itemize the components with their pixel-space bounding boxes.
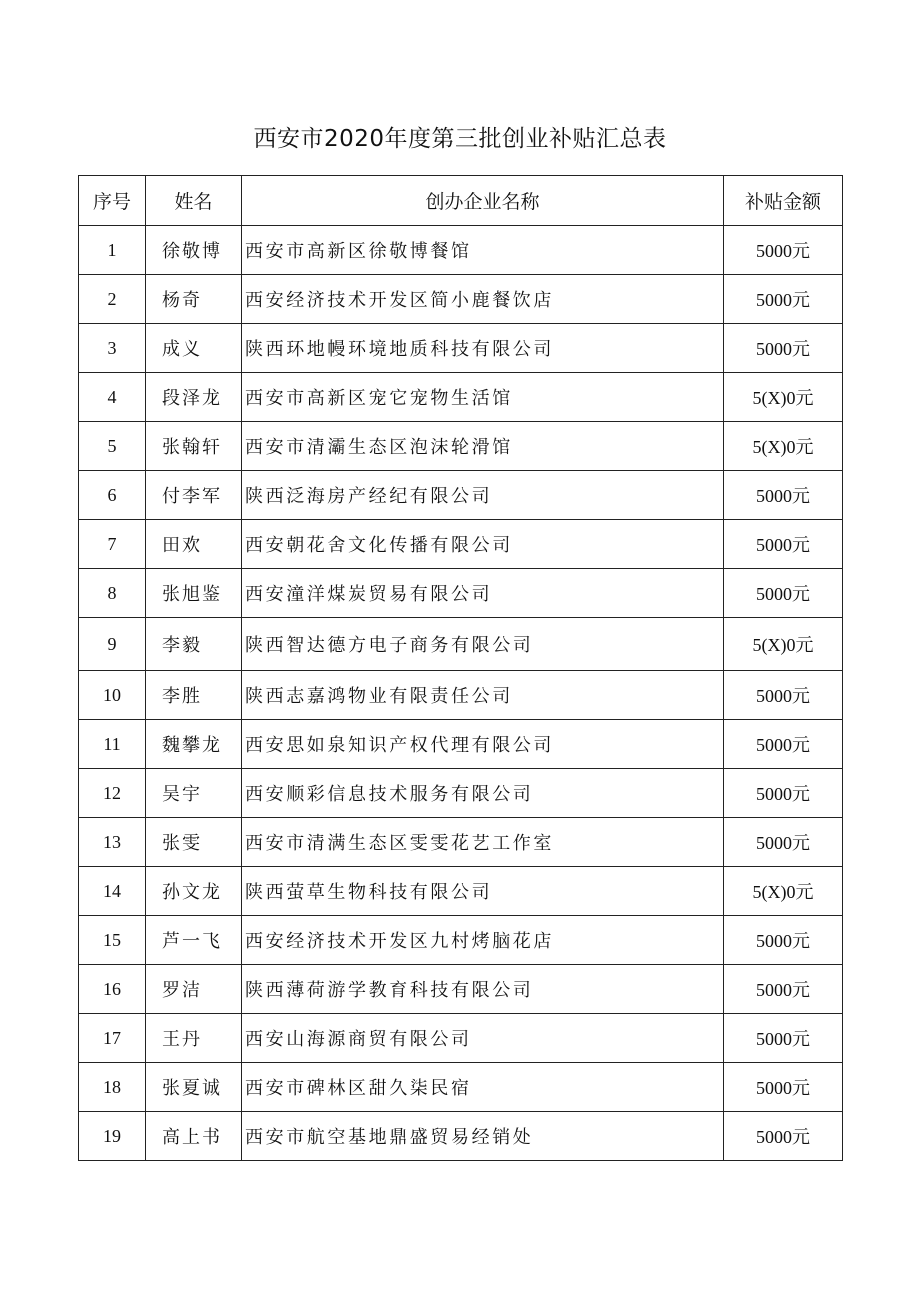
cell-company: 西安朝花舍文化传播有限公司 (242, 520, 724, 569)
header-name: 姓名 (146, 176, 242, 226)
cell-seq: 7 (79, 520, 146, 569)
cell-name: 高上书 (146, 1112, 242, 1161)
cell-name: 张雯 (146, 818, 242, 867)
table-row (79, 916, 843, 965)
cell-company: 西安思如泉知识产权代理有限公司 (242, 720, 724, 769)
header-amount: 补贴金额 (724, 176, 843, 226)
cell-seq: 15 (79, 916, 146, 965)
cell-company: 陕西萤草生物科技有限公司 (242, 867, 724, 916)
cell-amount: 5000元 (724, 818, 843, 867)
cell-seq: 19 (79, 1112, 146, 1161)
cell-seq: 11 (79, 720, 146, 769)
header-seq: 序号 (79, 176, 146, 226)
cell-name: 芦一飞 (146, 916, 242, 965)
cell-seq: 12 (79, 769, 146, 818)
cell-name: 孙文龙 (146, 867, 242, 916)
table-row (79, 373, 843, 422)
cell-amount: 5000元 (724, 965, 843, 1014)
cell-amount: 5000元 (724, 520, 843, 569)
cell-seq: 4 (79, 373, 146, 422)
table-row (79, 275, 843, 324)
cell-seq: 17 (79, 1014, 146, 1063)
cell-company: 陕西环地幔环境地质科技有限公司 (242, 324, 724, 373)
cell-name: 李毅 (146, 618, 242, 671)
cell-seq: 1 (79, 226, 146, 275)
subsidy-summary-table (78, 175, 843, 1161)
cell-company: 西安市清满生态区雯雯花艺工作室 (242, 818, 724, 867)
cell-seq: 3 (79, 324, 146, 373)
cell-name: 田欢 (146, 520, 242, 569)
cell-company: 西安市高新区宠它宠物生活馆 (242, 373, 724, 422)
cell-name: 张翰轩 (146, 422, 242, 471)
cell-seq: 5 (79, 422, 146, 471)
cell-amount: 5(X)0元 (724, 422, 843, 471)
cell-name: 杨奇 (146, 275, 242, 324)
table-row (79, 226, 843, 275)
page-title: 西安市2020年度第三批创业补贴汇总表 (253, 126, 667, 152)
cell-seq: 16 (79, 965, 146, 1014)
cell-company: 西安市高新区徐敬博餐馆 (242, 226, 724, 275)
cell-seq: 18 (79, 1063, 146, 1112)
cell-name: 罗洁 (146, 965, 242, 1014)
cell-amount: 5000元 (724, 916, 843, 965)
cell-company: 西安山海源商贸有限公司 (242, 1014, 724, 1063)
table-row (79, 720, 843, 769)
table-row (79, 671, 843, 720)
cell-name: 魏攀龙 (146, 720, 242, 769)
cell-amount: 5000元 (724, 569, 843, 618)
cell-name: 付李军 (146, 471, 242, 520)
table-row (79, 1112, 843, 1161)
cell-company: 西安市碑林区甜久柒民宿 (242, 1063, 724, 1112)
table-row (79, 1014, 843, 1063)
table-row (79, 471, 843, 520)
cell-seq: 2 (79, 275, 146, 324)
table-body (79, 226, 843, 1161)
cell-name: 王丹 (146, 1014, 242, 1063)
cell-company: 陕西薄荷游学教育科技有限公司 (242, 965, 724, 1014)
cell-amount: 5000元 (724, 769, 843, 818)
cell-amount: 5000元 (724, 1014, 843, 1063)
header-company: 创办企业名称 (242, 176, 724, 226)
cell-company: 陕西智达德方电子商务有限公司 (242, 618, 724, 671)
cell-seq: 10 (79, 671, 146, 720)
cell-amount: 5(X)0元 (724, 618, 843, 671)
cell-seq: 6 (79, 471, 146, 520)
table-row (79, 422, 843, 471)
cell-company: 陕西泛海房产经纪有限公司 (242, 471, 724, 520)
cell-amount: 5000元 (724, 324, 843, 373)
cell-amount: 5(X)0元 (724, 373, 843, 422)
cell-name: 吴宇 (146, 769, 242, 818)
cell-amount: 5000元 (724, 1063, 843, 1112)
cell-company: 西安市航空基地鼎盛贸易经销处 (242, 1112, 724, 1161)
cell-seq: 9 (79, 618, 146, 671)
table-row (79, 867, 843, 916)
cell-company: 陕西志嘉鸿物业有限责任公司 (242, 671, 724, 720)
cell-amount: 5000元 (724, 226, 843, 275)
cell-amount: 5000元 (724, 671, 843, 720)
cell-amount: 5000元 (724, 1112, 843, 1161)
cell-name: 李胜 (146, 671, 242, 720)
cell-seq: 13 (79, 818, 146, 867)
cell-seq: 8 (79, 569, 146, 618)
cell-amount: 5000元 (724, 720, 843, 769)
cell-company: 西安经济技术开发区九村烤脑花店 (242, 916, 724, 965)
cell-name: 成义 (146, 324, 242, 373)
cell-amount: 5000元 (724, 471, 843, 520)
cell-company: 西安经济技术开发区简小鹿餐饮店 (242, 275, 724, 324)
cell-name: 张夏诚 (146, 1063, 242, 1112)
cell-name: 徐敬博 (146, 226, 242, 275)
table-row (79, 769, 843, 818)
cell-company: 西安顺彩信息技术服务有限公司 (242, 769, 724, 818)
cell-company: 西安市清灞生态区泡沫轮滑馆 (242, 422, 724, 471)
cell-amount: 5(X)0元 (724, 867, 843, 916)
table-row (79, 520, 843, 569)
table-row (79, 818, 843, 867)
cell-name: 张旭鉴 (146, 569, 242, 618)
table-row (79, 1063, 843, 1112)
cell-seq: 14 (79, 867, 146, 916)
cell-amount: 5000元 (724, 275, 843, 324)
table-row (79, 618, 843, 671)
table-row (79, 569, 843, 618)
table-row (79, 324, 843, 373)
cell-company: 西安潼洋煤炭贸易有限公司 (242, 569, 724, 618)
table-header-row (79, 176, 843, 226)
table-row (79, 965, 843, 1014)
cell-name: 段泽龙 (146, 373, 242, 422)
